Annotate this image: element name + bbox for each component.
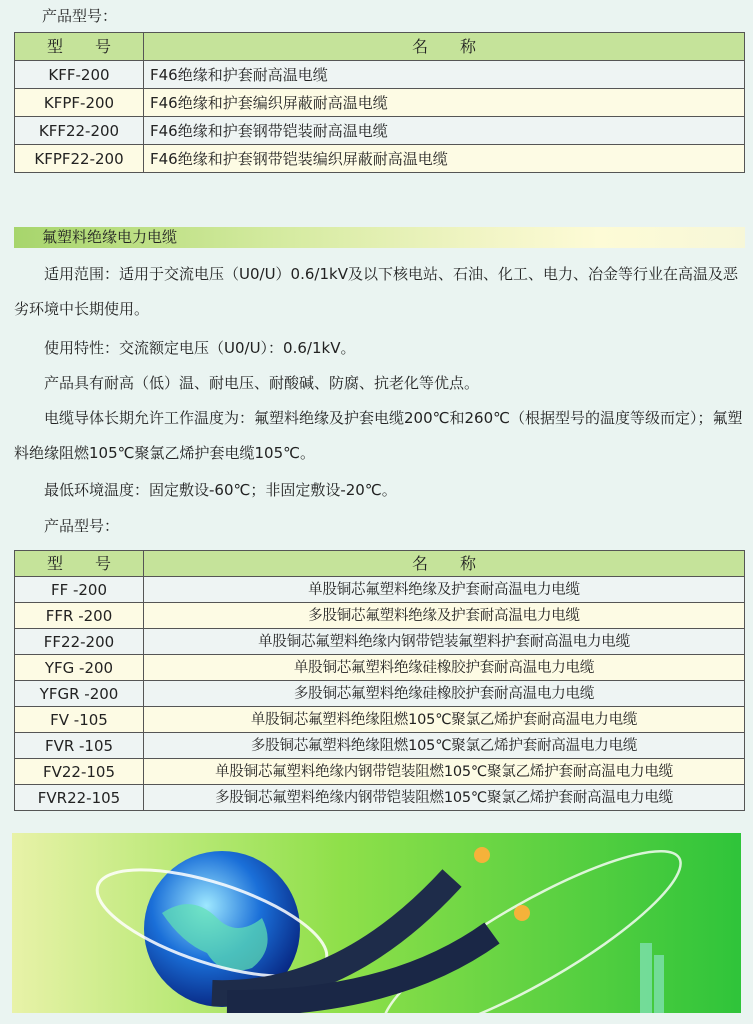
model-cell: KFPF-200 [15,89,144,117]
table-row [15,577,745,603]
table-row [15,655,745,681]
name-cell: 单股铜芯氟塑料绝缘内钢带铠装氟塑料护套耐高温电力电缆 [144,629,745,655]
name-cell: F46绝缘和护套编织屏蔽耐高温电缆 [144,89,745,117]
name-cell: 多股铜芯氟塑料绝缘内钢带铠装阻燃105℃聚氯乙烯护套耐高温电力电缆 [144,785,745,811]
name-cell: F46绝缘和护套耐高温电缆 [144,61,745,89]
table-row [15,117,745,145]
table-row [15,603,745,629]
table-row [15,61,745,89]
name-cell: 单股铜芯氟塑料绝缘阻燃105℃聚氯乙烯护套耐高温电力电缆 [144,707,745,733]
paragraph-min-temperature: 最低环境温度：固定敷设-60℃；非固定敷设-20℃。 [44,481,397,499]
model-cell: KFPF22-200 [15,145,144,173]
model-cell: FV22-105 [15,759,144,785]
model-cell: FFR -200 [15,603,144,629]
product-model-label-2: 产品型号： [44,517,120,535]
name-cell: 多股铜芯氟塑料绝缘阻燃105℃聚氯乙烯护套耐高温电力电缆 [144,733,745,759]
table-row [15,759,745,785]
header-name: 名 称 [144,551,745,577]
model-cell: FV -105 [15,707,144,733]
model-cell: YFG -200 [15,655,144,681]
table-row [15,785,745,811]
model-cell: FVR -105 [15,733,144,759]
name-cell: 多股铜芯氟塑料绝缘及护套耐高温电力电缆 [144,603,745,629]
table-row [15,145,745,173]
cable-globe-banner [12,833,741,1013]
table-row [15,733,745,759]
table-row [15,707,745,733]
table-row [15,89,745,117]
model-cell: FF22-200 [15,629,144,655]
table-row [15,629,745,655]
name-cell: 单股铜芯氟塑料绝缘内钢带铠装阻燃105℃聚氯乙烯护套耐高温电力电缆 [144,759,745,785]
paragraph-temperature: 电缆导体长期允许工作温度为：氟塑料绝缘及护套电缆200℃和260℃（根据型号的温度等级而定）；氟塑料绝缘阻燃105℃聚氯乙烯护套电缆105℃。 [14,409,743,462]
product-model-label: 产品型号： [42,7,118,25]
name-cell: F46绝缘和护套钢带铠装编织屏蔽耐高温电缆 [144,145,745,173]
model-cell: KFF22-200 [15,117,144,145]
name-cell: 多股铜芯氟塑料绝缘硅橡胶护套耐高温电力电缆 [144,681,745,707]
product-model-table-1 [14,32,745,173]
header-model: 型 号 [15,551,144,577]
header-name: 名 称 [144,33,745,61]
model-cell: YFGR -200 [15,681,144,707]
model-cell: KFF-200 [15,61,144,89]
product-model-table-2 [14,550,745,811]
model-cell: FVR22-105 [15,785,144,811]
section-title-bar: 氟塑料绝缘电力电缆 [14,227,745,248]
name-cell: 单股铜芯氟塑料绝缘硅橡胶护套耐高温电力电缆 [144,655,745,681]
name-cell: F46绝缘和护套钢带铠装耐高温电缆 [144,117,745,145]
model-cell: FF -200 [15,577,144,603]
header-model: 型 号 [15,33,144,61]
paragraph-scope: 适用范围：适用于交流电压（U0/U）0.6/1kV及以下核电站、石油、化工、电力、冶金等行业在高温及恶劣环境中长期使用。 [14,265,738,318]
name-cell: 单股铜芯氟塑料绝缘及护套耐高温电力电缆 [144,577,745,603]
table-row [15,681,745,707]
paragraph-characteristics: 使用特性：交流额定电压（U0/U）：0.6/1kV。 [44,339,356,357]
paragraph-advantages: 产品具有耐高（低）温、耐电压、耐酸碱、防腐、抗老化等优点。 [44,374,480,392]
